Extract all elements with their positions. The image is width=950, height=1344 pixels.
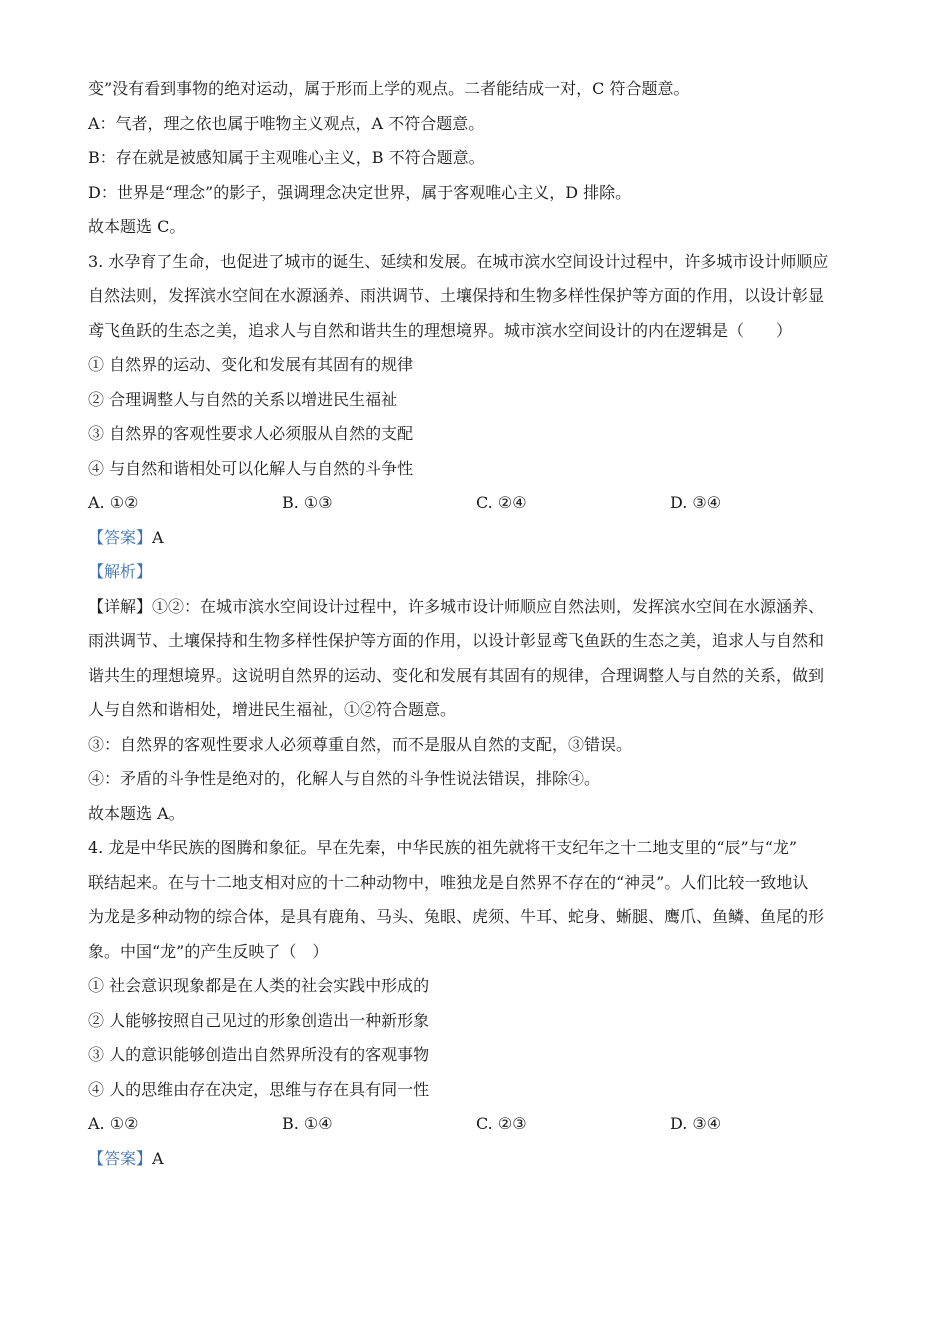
q3-detail-line: 雨洪调节、土壤保持和生物多样性保护等方面的作用，以设计彰显鸢飞鱼跃的生态之美，追求人与自然和 — [88, 631, 825, 650]
intro-line: 变”没有看到事物的绝对运动，属于形而上学的观点。二者能结成一对，C 符合题意。 — [88, 79, 690, 98]
analysis-tag: 【解析】 — [88, 562, 153, 581]
q3-statement: ④ 与自然和谐相处可以化解人与自然的斗争性 — [88, 458, 414, 478]
q3-statement: ① 自然界的运动、变化和发展有其固有的规律 — [88, 355, 414, 374]
intro-line: D：世界是“理念”的影子，强调理念决定世界，属于客观唯心主义，D 排除。 — [88, 182, 632, 202]
q3-stem-line: 自然法则，发挥滨水空间在水源涵养、雨洪调节、土壤保持和生物多样性保护等方面的作用，以设计彰显 — [88, 286, 825, 305]
q4-stem-line: 4. 龙是中华民族的图腾和象征。早在先秦，中华民族的祖先就将干支纪年之十二地支里的“辰”与“龙” — [88, 838, 798, 857]
answer-tag: 【答案】 — [88, 1148, 153, 1168]
q3-option-b: B. ①③ — [282, 493, 333, 512]
intro-line: B：存在就是被感知属于主观唯心主义，B 不符合题意。 — [88, 148, 485, 167]
q3-analysis — [88, 555, 870, 590]
q4-statement: ④ 人的思维由存在决定，思维与存在具有同一性 — [88, 1079, 430, 1099]
q3-option-a: A. ①② — [88, 493, 139, 512]
answer-value: A — [152, 527, 164, 547]
q3-option-c: C. ②④ — [476, 493, 527, 512]
q4-statement: ② 人能够按照自己见过的形象创造出一种新形象 — [88, 1010, 430, 1030]
intro-line: A：气者，理之依也属于唯物主义观点，A 不符合题意。 — [88, 113, 485, 133]
q3-statement: ③ 自然界的客观性要求人必须服从自然的支配 — [88, 424, 414, 443]
q3-statement: ② 合理调整人与自然的关系以增进民生福祉 — [88, 389, 398, 409]
q4-option-b: B. ①④ — [282, 1114, 333, 1133]
q4-answer — [88, 1142, 870, 1177]
q3-stem-line: 3. 水孕育了生命，也促进了城市的诞生、延续和发展。在城市滨水空间设计过程中，许多城市设计师顺应 — [88, 251, 829, 271]
intro-conclusion: 故本题选 C。 — [88, 217, 186, 236]
document-page — [88, 72, 870, 1176]
answer-value: A — [152, 1148, 164, 1168]
q3-option-d: D. ③④ — [670, 493, 722, 512]
q3-detail-line: ③：自然界的客观性要求人必须尊重自然，而不是服从自然的支配，③错误。 — [88, 734, 633, 754]
q3-answer — [88, 521, 870, 556]
detail-tag: 【详解】 — [88, 596, 153, 616]
q4-statement: ③ 人的意识能够创造出自然界所没有的客观事物 — [88, 1045, 430, 1064]
q3-options — [88, 486, 870, 521]
answer-tag: 【答案】 — [88, 527, 153, 547]
q4-option-d: D. ③④ — [670, 1114, 722, 1133]
q3-detail-line — [88, 590, 870, 625]
q3-stem-line: 鸢飞鱼跃的生态之美，追求人与自然和谐共生的理想境界。城市滨水空间设计的内在逻辑是（ ） — [88, 320, 793, 340]
q3-detail-line: 人与自然和谐相处，增进民生福祉，①②符合题意。 — [88, 700, 457, 719]
q4-option-a: A. ①② — [88, 1114, 139, 1133]
q4-options — [88, 1107, 870, 1142]
q3-detail-line: 谐共生的理想境界。这说明自然界的运动、变化和发展有其固有的规律，合理调整人与自然的关系，做到 — [88, 665, 825, 685]
q4-statement: ① 社会意识现象都是在人类的社会实践中形成的 — [88, 976, 430, 995]
detail-text: ①②：在城市滨水空间设计过程中，许多城市设计师顺应自然法则，发挥滨水空间在水源涵养、 — [152, 596, 825, 616]
q4-stem-line: 为龙是多种动物的综合体，是具有鹿角、马头、兔眼、虎须、牛耳、蛇身、蜥腿、鹰爪、鱼鳞、鱼尾的形 — [88, 907, 825, 926]
q4-stem-line: 联结起来。在与十二地支相对应的十二种动物中，唯独龙是自然界不存在的“神灵”。人们比较一致地认 — [88, 872, 809, 892]
q4-option-c: C. ②③ — [476, 1114, 527, 1133]
q4-stem-line: 象。中国“龙”的产生反映了（ ） — [88, 941, 329, 961]
q3-conclusion: 故本题选 A。 — [88, 803, 185, 823]
q3-detail-line: ④：矛盾的斗争性是绝对的，化解人与自然的斗争性说法错误，排除④。 — [88, 769, 601, 788]
